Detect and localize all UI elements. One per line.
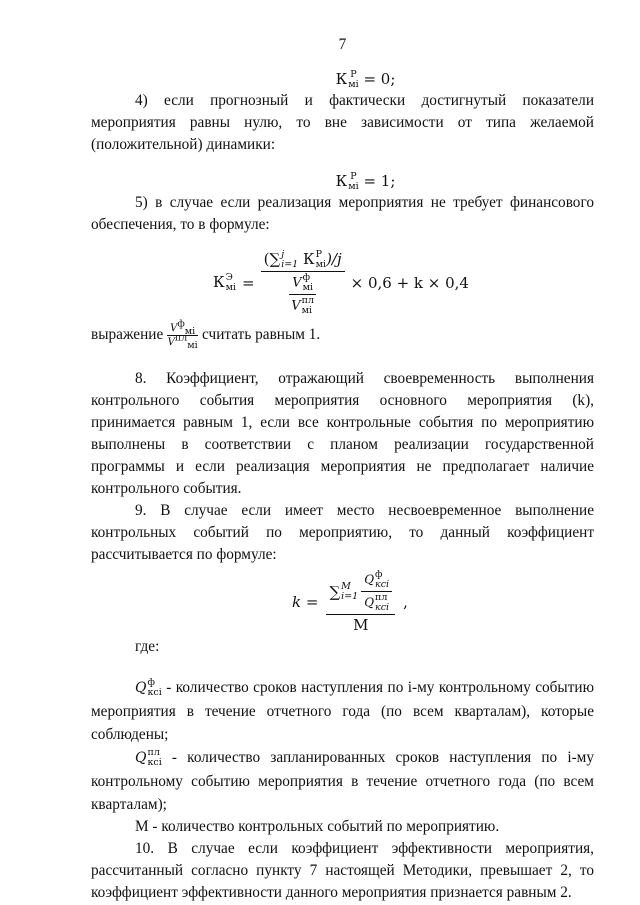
sum-term: К [303,250,315,268]
sum-sup: M [341,580,351,592]
formula-fraction [261,250,345,316]
formula-sup: ф [177,318,185,330]
paragraph-9: 9. В случае если имеет место несвоевременное выполнение контрольных событий по мероприятию, то данный коэффициент рассчитывается по формуле: [91,502,594,563]
sum-sub: i=1 [341,590,359,602]
formula-sup: Э [225,272,233,283]
formula-sub: мi [225,282,237,293]
formula-fraction [326,570,395,634]
formula-k [292,570,594,634]
formula-sup: Р [350,171,357,182]
sum-sub: i=1 [281,259,299,270]
note-fraction [167,318,198,351]
formula-denominator: М [353,616,369,634]
formula-sup: пл [147,747,160,759]
formula-lhs: К [213,273,225,291]
formula-lhs: k = [292,593,319,611]
paragraph-8: 8. Коэффициент, отражающий своевременность выполнения контрольного события мероприятия основного мероприятия (k), принимается равным 1, если все контрольные события по мероприятию выполнены в соответствии с планом реализации государственной программы и если реализация мероприятия не предполагает наличие контрольного события. [91,370,594,497]
formula-sub: ксi [375,602,390,613]
sum-sup: j [281,249,285,260]
expression-note [91,320,594,350]
formula-tail: × 0,6 + k × 0,4 [350,274,469,292]
definition-q-fact [91,676,594,746]
sum-sign: ∑ [329,582,341,601]
q-symbol: Q [135,750,147,766]
q-fact: Q [364,572,375,587]
q-plan: Q [364,595,375,610]
formula-sub: мi [315,259,327,270]
formula-rhs: = 1; [363,172,396,190]
formula-equals: = [242,274,255,292]
definition-m: М - количество контрольных событий по мероприятию. [135,818,500,835]
formula-sub: мi [302,282,314,293]
formula-sup: ф [302,272,311,283]
v-plan: V [167,336,175,348]
formula-sub: ксi [147,757,162,769]
note-prefix: выражение [91,326,164,343]
formula-k-r-one [91,170,594,192]
q-symbol: Q [135,680,147,696]
formula-symbol: К [335,172,348,190]
definition-q-plan [91,746,594,816]
formula-k-efficiency [213,250,594,316]
v-plan: V [291,298,301,314]
paragraph-5: 5) в случае если реализация мероприятия не требует финансового обеспечения, то в формуле: [91,194,594,233]
formula-sup: ф [147,677,155,689]
formula-sub: ксi [147,687,162,699]
v-fact: V [292,275,302,291]
paragraph-10: 10. В случае если коэффициент эффективности мероприятия, рассчитанный согласно пункту 7 настоящей Методики, превышает 2, то коэффициент эффективности данного мероприятия признается равным 2. [91,840,594,901]
formula-symbol: К [335,70,348,88]
where-label: где: [135,638,160,655]
formula-sub: ксi [375,579,390,590]
note-suffix: считать равным 1. [202,326,321,343]
sum-open: (∑ [263,250,281,268]
formula-k-r-zero [91,68,594,90]
definition-text: - количество запланированных сроков наступления по i-му контрольному событию мероприятия в течение отчетного года (по всем кварталам); [91,749,594,813]
formula-rhs: = 0; [363,70,396,88]
formula-sub: мi [348,79,359,90]
page-number: 7 [338,36,347,53]
definition-text: - количество сроков наступления по i-му контрольному событию мероприятия в течение отчетного года (по всем кварталам), которые соблюдены; [91,679,594,743]
v-fact: V [170,322,178,334]
formula-sup: ф [375,569,383,580]
formula-sub: мi [187,339,198,351]
formula-sup: Р [350,69,357,80]
formula-comma: , [403,593,408,611]
formula-sub: мi [348,181,359,192]
formula-sup: Р [315,249,323,260]
paragraph-4: 4) если прогнозный и фактически достигнутый показатели мероприятия равны нулю, то вне зависимости от типа желаемой (положительной) динамики: [91,92,594,153]
formula-sub: мi [184,325,196,337]
formula-sup: пл [301,295,314,306]
formula-sub: мi [301,305,313,316]
sum-close: )/j [326,250,342,268]
document-page [91,34,594,904]
formula-sup: пл [174,332,188,344]
formula-sup: пл [375,592,388,603]
